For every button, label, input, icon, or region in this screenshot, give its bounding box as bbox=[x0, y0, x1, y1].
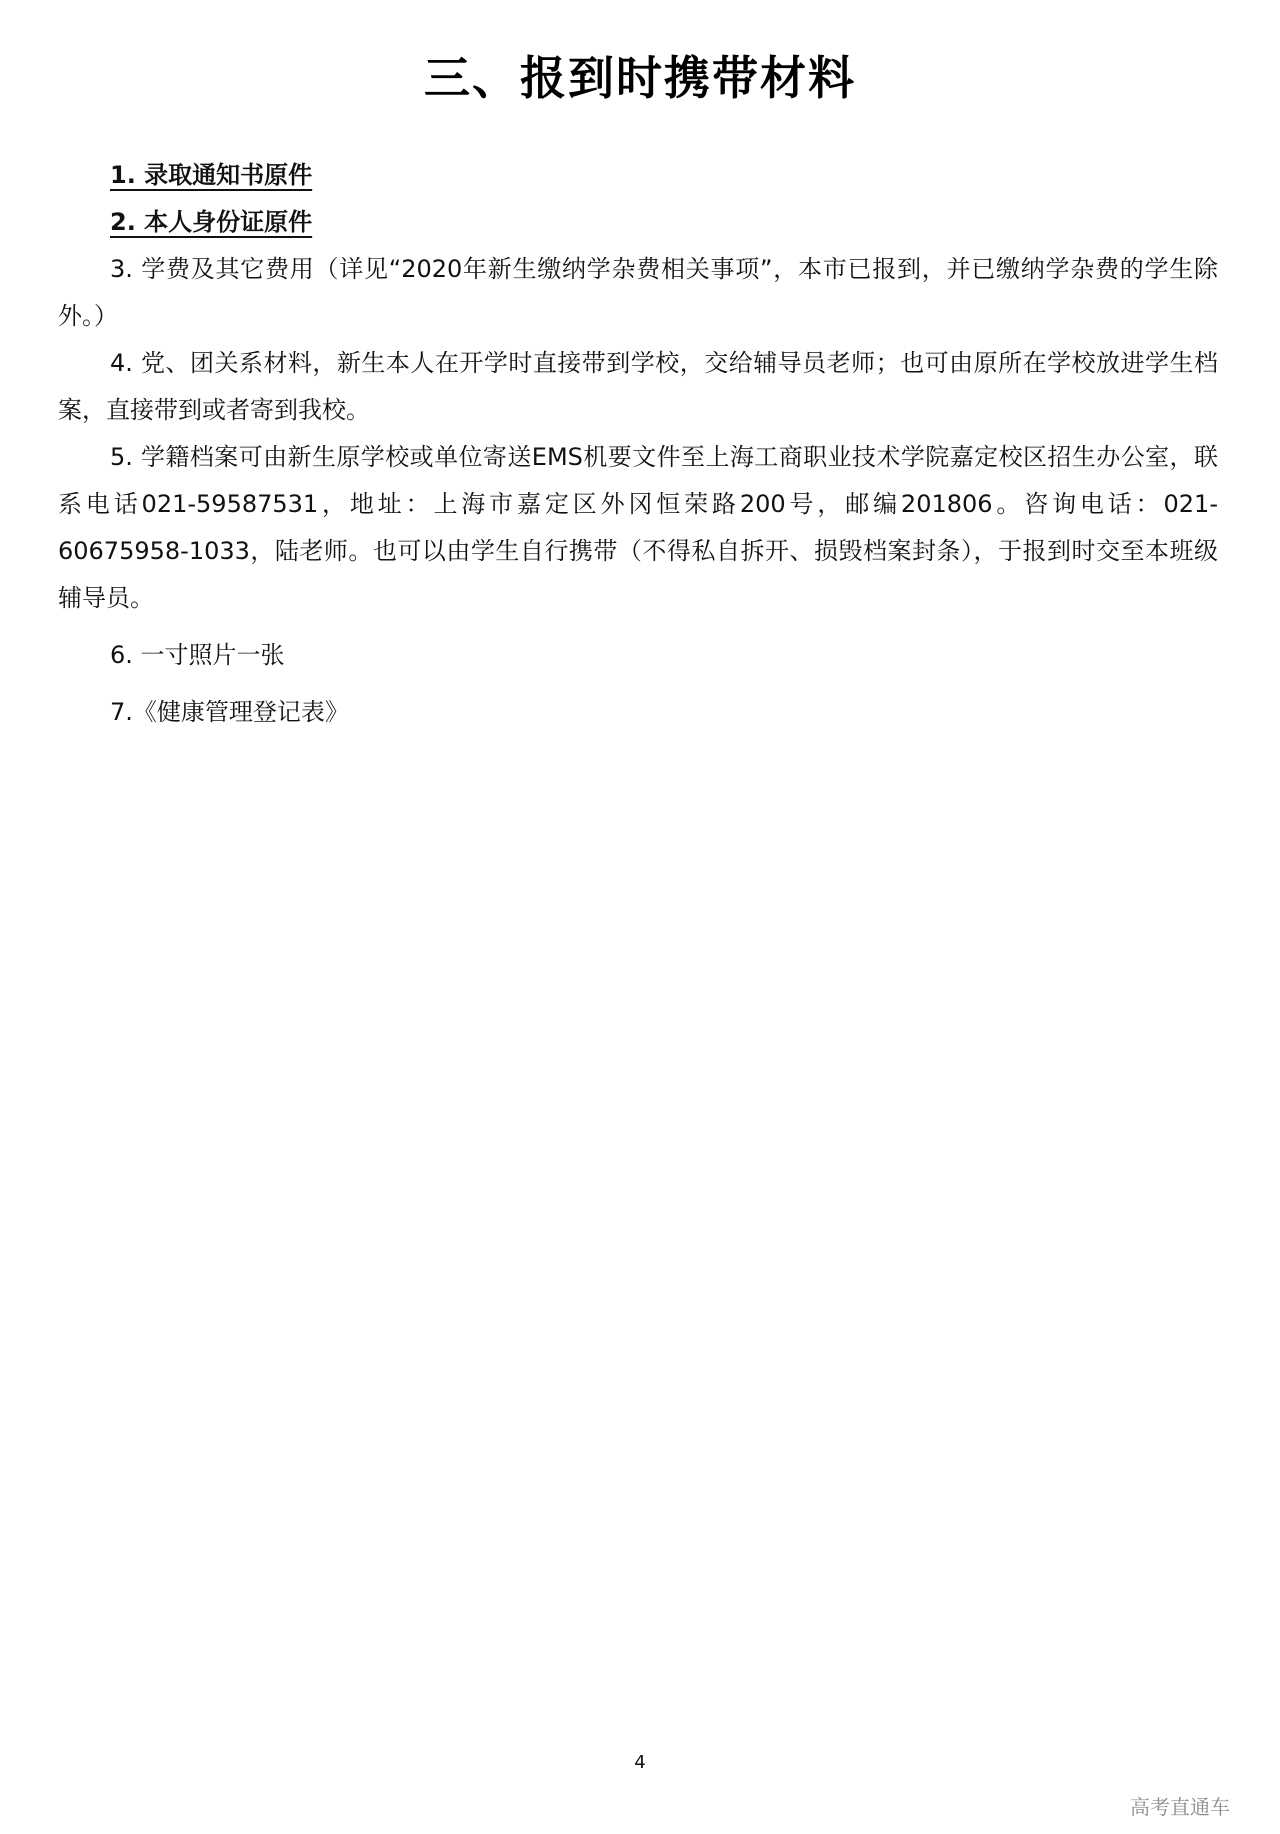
list-item-health-form: 7.《健康管理登记表》 bbox=[110, 698, 349, 726]
page-number: 4 bbox=[634, 1752, 646, 1773]
list-item-admission-notice: 1. 录取通知书原件 bbox=[110, 161, 313, 189]
page-title: 三、报到时携带材料 bbox=[424, 51, 856, 105]
materials-list bbox=[58, 152, 1218, 736]
list-item-tuition: 3. 学费及其它费用（详见“2020年新生缴纳学杂费相关事项”，本市已报到，并已缴纳学杂费的学生除外。） bbox=[58, 255, 1218, 330]
list-item-party-relations: 4. 党、团关系材料，新生本人在开学时直接带到学校，交给辅导员老师；也可由原所在学校放进学生档案，直接带到或者寄到我校。 bbox=[58, 349, 1218, 424]
list-item-student-records: 5. 学籍档案可由新生原学校或单位寄送EMS机要文件至上海工商职业技术学院嘉定校区招生办公室，联系电话021-59587531，地址：上海市嘉定区外冈恒荣路200号，邮编201806。咨询电话：021-60675958-1033，陆老师。也可以由学生自行携带（不得私自拆开、损毁档案封条），于报到时交至本班级辅导员。 bbox=[58, 443, 1218, 612]
list-item-id-card: 2. 本人身份证原件 bbox=[110, 208, 313, 236]
watermark: 高考直通车 bbox=[1130, 1795, 1230, 1819]
list-item-photo: 6. 一寸照片一张 bbox=[110, 641, 285, 669]
